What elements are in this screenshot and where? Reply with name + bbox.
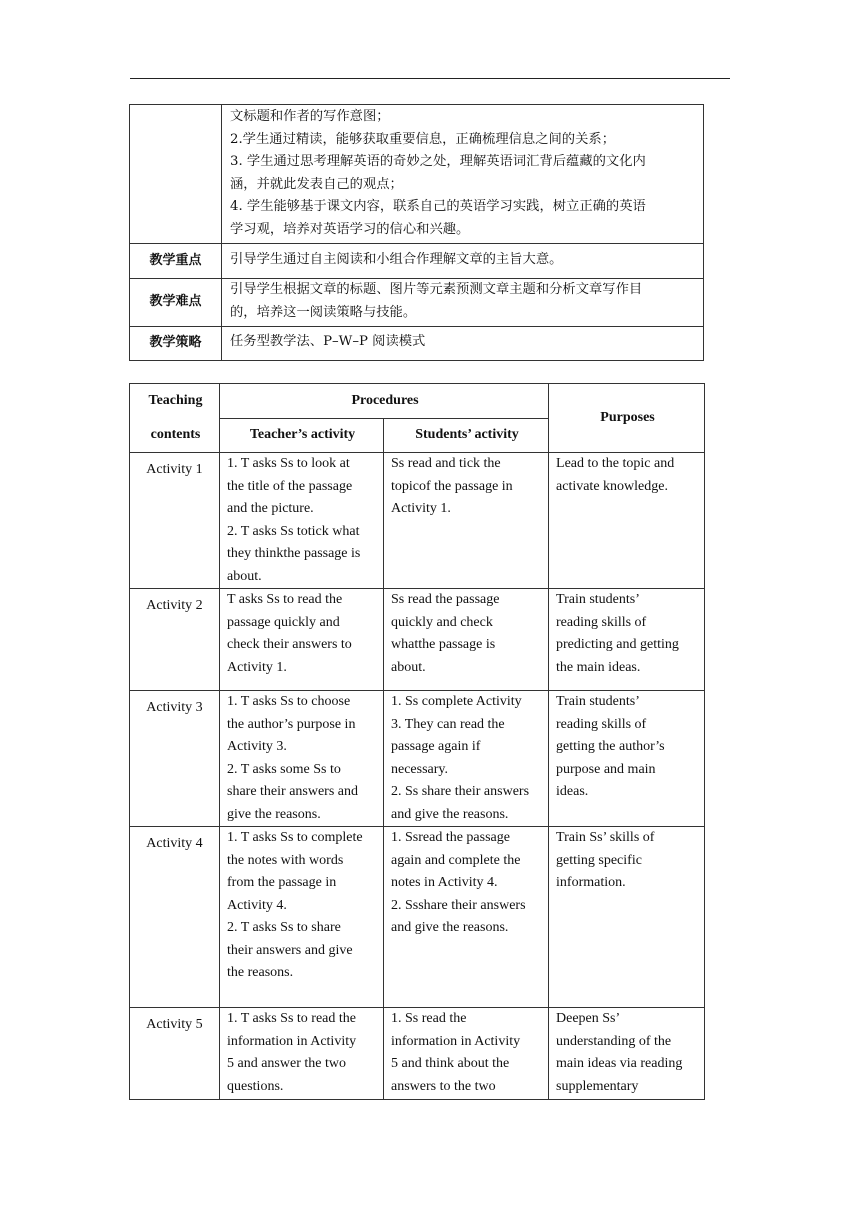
teacher-activity-cell — [220, 453, 384, 589]
cell-line: 5 and think about the — [391, 1056, 510, 1071]
difficult-point-label: 教学难点 — [130, 279, 222, 327]
strategy-text: 任务型教学法、P–W–P 阅读模式 — [222, 327, 704, 361]
activity-name: Activity 2 — [130, 589, 220, 691]
teaching-contents-header-line1: Teaching — [148, 393, 203, 408]
cell-line: 1. T asks Ss to complete — [227, 830, 363, 845]
cell-line: getting the author’s — [556, 739, 665, 754]
cell-line: 1. T asks Ss to look at — [227, 456, 350, 471]
teacher-activity-header: Teacher’s activity — [220, 418, 384, 453]
cell-line: Ss read and tick the — [391, 456, 501, 471]
cell-line: and the picture. — [227, 501, 314, 516]
cell-line: necessary. — [391, 761, 449, 777]
cell-line: understanding of the — [556, 1033, 672, 1049]
cell-line: about. — [227, 568, 262, 584]
key-point-text: 引导学生通过自主阅读和小组合作理解文章的主旨大意。 — [222, 244, 704, 279]
activity-name: Activity 1 — [130, 453, 220, 589]
cell-line: quickly and check — [391, 614, 493, 630]
activity-name: Activity 4 — [130, 827, 220, 1008]
cell-line: Train students’ — [556, 592, 640, 607]
cell-line: the author’s purpose in — [227, 716, 356, 732]
cell-line: the notes with words — [227, 852, 344, 868]
objectives-row — [130, 105, 704, 244]
activity-name: Activity 5 — [130, 1008, 220, 1100]
cell-line: share their answers and — [227, 784, 359, 799]
cell-line: the title of the passage — [227, 478, 353, 494]
cell-line: information in Activity — [227, 1033, 357, 1049]
cell-line: information in Activity — [391, 1033, 521, 1049]
students-activity-cell — [384, 453, 549, 589]
cell-line: getting specific — [556, 852, 642, 868]
cell-line: again and complete the — [391, 852, 521, 868]
cell-line: about. — [391, 659, 426, 675]
cell-line: 1. T asks Ss to choose — [227, 694, 351, 709]
cell-line: Ss read the passage — [391, 592, 500, 607]
objective-line: 2.学生通过精读，能够获取重要信息，正确梳理信息之间的关系； — [230, 131, 615, 147]
cell-line: check their answers to — [227, 637, 352, 652]
purpose-cell — [549, 453, 705, 589]
table-row — [130, 589, 705, 691]
objective-line: 学习观，培养对英语学习的信心和兴趣。 — [230, 221, 470, 237]
teacher-activity-cell — [220, 691, 384, 827]
cell-line: their answers and give — [227, 942, 353, 958]
cell-line: questions. — [227, 1078, 284, 1094]
cell-line: whatthe passage is — [391, 637, 496, 652]
objective-line: 涵，并就此发表自己的观点； — [230, 176, 403, 192]
cell-line: predicting and getting — [556, 637, 679, 652]
cell-line: topicof the passage in — [391, 478, 513, 494]
cell-line: 1. Ss complete Activity — [391, 694, 522, 709]
cell-line: Activity 1. — [227, 659, 287, 675]
key-point-label: 教学重点 — [130, 244, 222, 279]
cell-line: activate knowledge. — [556, 478, 668, 494]
students-activity-cell — [384, 589, 549, 691]
cell-line: main ideas via reading — [556, 1056, 683, 1071]
cell-line: Train students’ — [556, 694, 640, 709]
purpose-cell — [549, 589, 705, 691]
header-row-1 — [130, 384, 705, 419]
header-rule — [130, 78, 730, 79]
students-activity-cell — [384, 691, 549, 827]
difficult-point-row — [130, 279, 704, 327]
purpose-cell — [549, 691, 705, 827]
cell-line: 2. Ss share their answers — [391, 784, 530, 799]
teaching-contents-header — [130, 384, 220, 453]
cell-line: reading skills of — [556, 614, 647, 630]
teacher-activity-cell — [220, 1008, 384, 1100]
difficult-point-line: 的，培养这一阅读策略与技能。 — [230, 304, 417, 320]
cell-line: the reasons. — [227, 965, 294, 980]
cell-line: 3. They can read the — [391, 716, 505, 732]
cell-line: T asks Ss to read the — [227, 592, 343, 607]
cell-line: the main ideas. — [556, 659, 641, 675]
cell-line: from the passage in — [227, 875, 337, 890]
teaching-contents-header-line2: contents — [150, 427, 201, 442]
difficult-point-line: 引导学生根据文章的标题、图片等元素预测文章主题和分析文章写作目 — [230, 282, 643, 297]
table-row — [130, 827, 705, 1008]
cell-line: Deepen Ss’ — [556, 1011, 621, 1026]
cell-line: passage quickly and — [227, 614, 340, 630]
cell-line: 1. Ss read the — [391, 1011, 467, 1026]
cell-line: ideas. — [556, 784, 589, 799]
cell-line: 2. T asks some Ss to — [227, 761, 341, 777]
teacher-activity-cell — [220, 589, 384, 691]
cell-line: Activity 1. — [391, 501, 451, 516]
objectives-label-cell — [130, 105, 222, 244]
cell-line: reading skills of — [556, 716, 647, 732]
students-activity-cell — [384, 827, 549, 1008]
table-row — [130, 1008, 705, 1100]
cell-line: 1. T asks Ss to read the — [227, 1011, 356, 1026]
cell-line: 2. Ssshare their answers — [391, 897, 526, 913]
cell-line: they thinkthe passage is — [227, 546, 361, 561]
strategy-row — [130, 327, 704, 361]
activity-name: Activity 3 — [130, 691, 220, 827]
cell-line: Train Ss’ skills of — [556, 830, 655, 845]
teacher-activity-cell — [220, 827, 384, 1008]
cell-line: answers to the two — [391, 1078, 496, 1094]
cell-line: 2. T asks Ss to share — [227, 920, 341, 935]
cell-line: 1. Ssread the passage — [391, 830, 510, 845]
objective-line: 文标题和作者的写作意图； — [230, 109, 390, 124]
table-row — [130, 691, 705, 827]
objective-line: 4. 学生能够基于课文内容，联系自己的英语学习实践，树立正确的英语 — [230, 199, 646, 214]
cell-line: give the reasons. — [227, 806, 321, 822]
students-activity-header: Students’ activity — [384, 418, 549, 453]
purpose-cell — [549, 1008, 705, 1100]
purpose-cell — [549, 827, 705, 1008]
difficult-point-text — [222, 279, 704, 327]
purposes-header: Purposes — [549, 384, 705, 453]
cell-line: Lead to the topic and — [556, 456, 675, 471]
objective-line: 3. 学生通过思考理解英语的奇妙之处，理解英语词汇背后蕴藏的文化内 — [230, 154, 646, 169]
objectives-text-cell — [222, 105, 704, 244]
cell-line: notes in Activity 4. — [391, 875, 498, 890]
procedures-header: Procedures — [220, 384, 549, 419]
cell-line: and give the reasons. — [391, 920, 509, 935]
cell-line: and give the reasons. — [391, 806, 509, 822]
procedures-table — [129, 383, 705, 1100]
key-point-row — [130, 244, 704, 279]
table-row — [130, 453, 705, 589]
cell-line: 5 and answer the two — [227, 1056, 346, 1071]
strategy-label: 教学策略 — [130, 327, 222, 361]
lesson-info-table — [129, 104, 704, 361]
cell-line: Activity 4. — [227, 897, 287, 913]
cell-line: purpose and main — [556, 761, 656, 777]
cell-line: 2. T asks Ss totick what — [227, 523, 360, 539]
cell-line: supplementary — [556, 1078, 639, 1094]
cell-line: passage again if — [391, 739, 481, 754]
cell-line: Activity 3. — [227, 739, 287, 754]
cell-line: information. — [556, 875, 626, 890]
students-activity-cell — [384, 1008, 549, 1100]
